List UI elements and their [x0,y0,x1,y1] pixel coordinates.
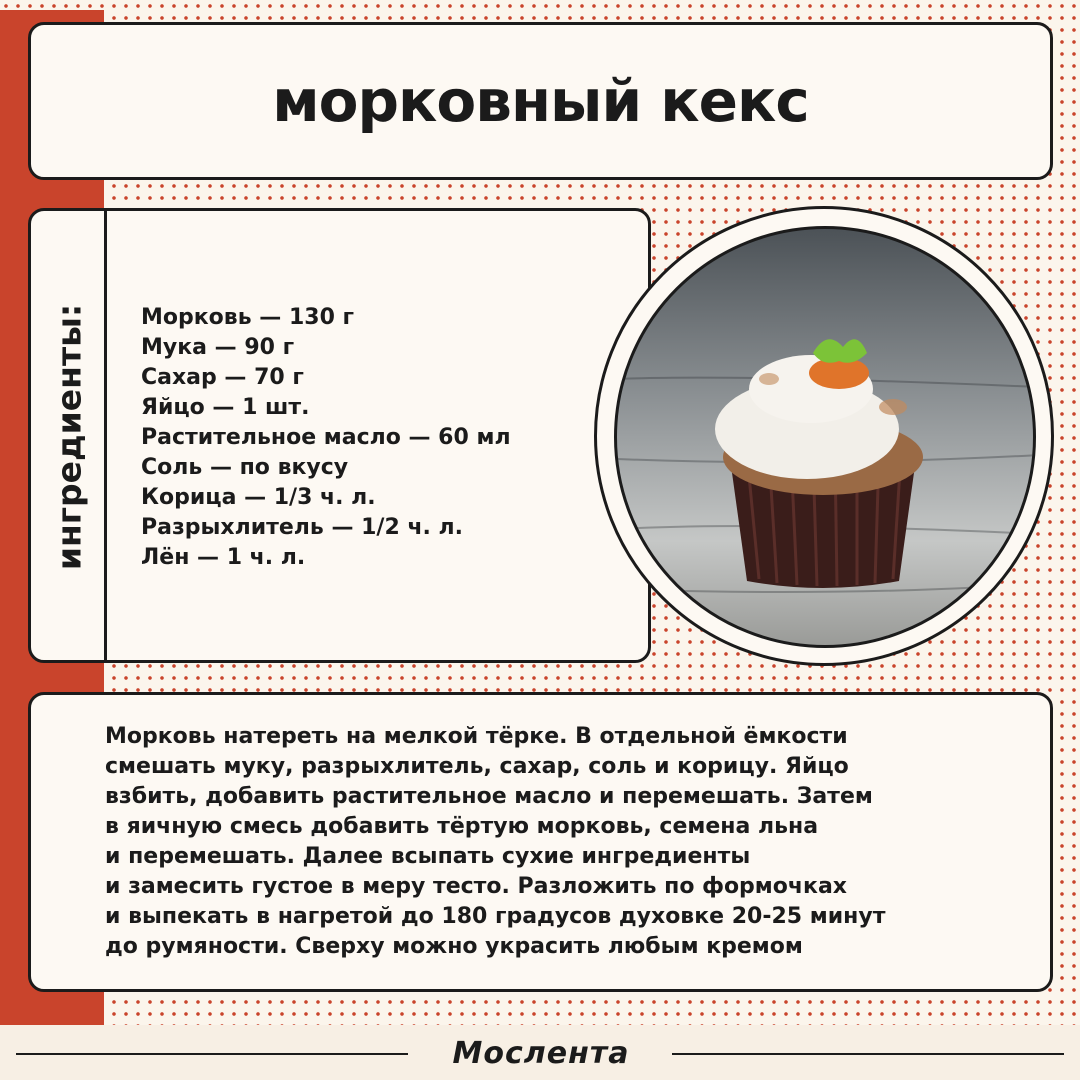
cupcake-photo [614,226,1036,648]
instructions-card [28,692,1053,992]
footer-divider-right [672,1053,1064,1055]
ingredient-item: Лён — 1 ч. л. [141,545,306,570]
ingredient-item: Яйцо — 1 шт. [141,395,310,420]
cupcake-illustration [617,229,1036,648]
footer-divider-left [16,1053,408,1055]
ingredients-side-panel [31,211,107,660]
ingredient-item: Корица — 1/3 ч. л. [141,485,376,510]
ingredient-item: Мука — 90 г [141,335,295,360]
ingredients-card [28,208,651,663]
ingredient-item: Морковь — 130 г [141,305,355,330]
page-title: морковный кекс [272,67,809,135]
ingredients-heading: ингредиенты: [49,303,89,571]
instructions-text: Морковь натереть на мелкой тёрке. В отдельной ёмкости смешать муку, разрыхлитель, сахар, соль и корицу. Яйцо взбить, добавить растительное масло и перемешать. Затем в яичную смесь добавить тёртую морковь, семена льна и перемешать. Далее всыпать сухие ингредиенты и замесить густое в меру тесто. Разложить по формочках и выпекать в нагретой до 180 градусов духовке 20-25 минут до румяности. Сверху можно украсить любым кремом [105,724,886,959]
ingredient-item: Растительное масло — 60 мл [141,425,511,450]
ingredient-item: Соль — по вкусу [141,455,349,480]
title-card [28,22,1053,180]
ingredient-item: Сахар — 70 г [141,365,304,390]
ingredients-list [141,303,511,573]
brand-logo: Мослента [452,1035,630,1071]
ingredient-item: Разрыхлитель — 1/2 ч. л. [141,515,464,540]
